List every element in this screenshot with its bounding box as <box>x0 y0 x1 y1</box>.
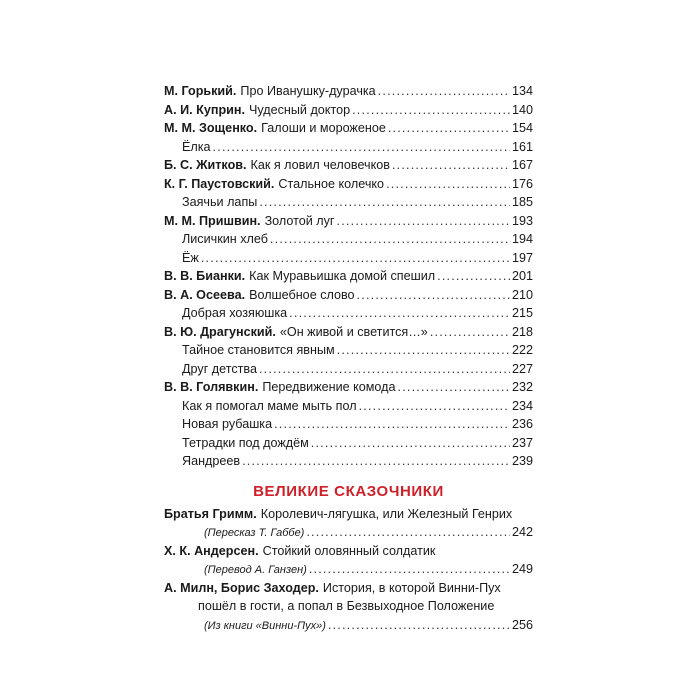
dot-leader <box>328 616 510 635</box>
entry-page: 215 <box>511 306 533 320</box>
entry-page: 201 <box>511 269 533 283</box>
dot-leader <box>311 434 510 453</box>
toc-entry <box>164 452 533 471</box>
dot-leader <box>378 82 510 101</box>
entry-title: Золотой луг <box>264 213 335 228</box>
entry-title: Как я помогал маме мыть пол <box>182 398 357 413</box>
dot-leader <box>337 341 510 360</box>
entry-title: Про Иванушку-дурачка <box>240 84 376 98</box>
table-of-contents <box>164 82 533 634</box>
dot-leader <box>398 378 510 397</box>
dot-leader <box>213 138 510 157</box>
entry-page: 256 <box>511 617 533 632</box>
entry-title: Тетрадки под дождём <box>182 435 309 450</box>
entry-author: В. А. Осеева. <box>164 287 246 302</box>
entry-page: 222 <box>511 343 533 357</box>
dot-leader <box>309 560 510 579</box>
entry-page: 237 <box>511 435 533 450</box>
entry-author: В. Ю. Драгунский. <box>164 324 276 339</box>
toc-list <box>164 82 533 471</box>
entry-title: Королевич-лягушка, или Железный Генрих <box>260 506 513 521</box>
entry-page: 249 <box>511 562 533 576</box>
dot-leader <box>274 415 510 434</box>
entry-page: 210 <box>511 287 533 302</box>
entry-title: Ёж <box>182 250 199 265</box>
entry-author: М. М. Зощенко. <box>164 121 258 135</box>
entry-title: Лисичкин хлеб <box>182 232 268 246</box>
dot-leader <box>259 360 510 379</box>
dot-leader <box>388 119 510 138</box>
entry-title: История, в которой Винни-Пух <box>322 580 501 595</box>
entry-title: Добрая хозяюшка <box>182 306 288 320</box>
dot-leader <box>289 304 510 323</box>
entry-author: Братья Гримм. <box>164 506 257 521</box>
entry-author: Х. К. Андерсен. <box>164 543 259 558</box>
entry-title: Ёлка <box>182 139 211 154</box>
toc-entry <box>164 304 533 323</box>
toc-entry-note-line <box>164 523 533 542</box>
toc-entry <box>164 286 533 305</box>
entry-title: Передвижение комода <box>262 380 396 394</box>
entry-page: 242 <box>511 525 533 539</box>
dot-leader <box>259 193 510 212</box>
toc-entry <box>164 397 533 416</box>
entry-title: Заячьи лапы <box>182 195 258 209</box>
entry-title: Как я ловил человечков <box>250 158 390 172</box>
toc-entry-note-line <box>164 616 533 635</box>
entry-page: 236 <box>511 417 533 431</box>
entry-title: Друг детства <box>182 361 257 376</box>
entry-page: 154 <box>511 121 533 135</box>
entry-title-continuation: пошёл в гости, а попал в Безвыходное Положение <box>198 599 495 613</box>
toc-entry <box>164 101 533 120</box>
toc-entry <box>164 82 533 101</box>
toc-entry <box>164 267 533 286</box>
dot-leader <box>201 249 510 268</box>
entry-page: 234 <box>511 398 533 413</box>
toc-entry <box>164 542 533 561</box>
entry-page: 227 <box>511 361 533 376</box>
entry-page: 194 <box>511 232 533 246</box>
entry-page: 167 <box>511 158 533 172</box>
toc-entry <box>164 415 533 434</box>
entry-title: Стойкий оловянный солдатик <box>262 543 436 558</box>
dot-leader <box>352 101 510 120</box>
entry-title: Галоши и мороженое <box>261 121 386 135</box>
toc-entry-continuation <box>164 597 533 616</box>
dot-leader <box>357 286 510 305</box>
entry-author: А. Милн, Борис Заходер. <box>164 580 319 595</box>
dot-leader <box>337 212 510 231</box>
entry-title: Чудесный доктор <box>248 102 351 117</box>
entry-author: М. М. Пришвин. <box>164 213 261 228</box>
entry-author: К. Г. Паустовский. <box>164 176 275 191</box>
entry-page: 218 <box>511 324 533 339</box>
dot-leader <box>437 267 510 286</box>
entry-page: 193 <box>511 213 533 228</box>
entry-author: В. В. Голявкин. <box>164 380 259 394</box>
dot-leader <box>430 323 510 342</box>
toc-entry <box>164 156 533 175</box>
dot-leader <box>359 397 510 416</box>
toc-entry <box>164 119 533 138</box>
entry-page: 197 <box>511 250 533 265</box>
dot-leader <box>306 523 510 542</box>
toc-entry <box>164 341 533 360</box>
toc-entry <box>164 505 533 524</box>
entry-page: 232 <box>511 380 533 394</box>
entry-title: Новая рубашка <box>182 417 273 431</box>
toc-entry <box>164 378 533 397</box>
entry-title: Стальное колечко <box>278 176 385 191</box>
section-toc-list <box>164 505 533 635</box>
toc-entry <box>164 138 533 157</box>
entry-author: А. И. Куприн. <box>164 102 245 117</box>
toc-entry <box>164 175 533 194</box>
entry-author: В. В. Бианки. <box>164 269 246 283</box>
entry-note: (Пересказ Т. Габбе) <box>204 527 305 539</box>
toc-entry <box>164 230 533 249</box>
entry-note: (Из книги «Винни-Пух») <box>204 619 326 632</box>
entry-author: М. Горький. <box>164 84 237 98</box>
entry-author: Б. С. Житков. <box>164 158 247 172</box>
entry-page: 134 <box>511 84 533 98</box>
toc-entry <box>164 579 533 598</box>
toc-entry <box>164 193 533 212</box>
toc-entry <box>164 434 533 453</box>
dot-leader <box>392 156 510 175</box>
entry-page: 161 <box>511 139 533 154</box>
entry-title: Как Муравьишка домой спешил <box>249 269 436 283</box>
entry-note: (Перевод А. Ганзен) <box>204 564 307 576</box>
dot-leader <box>242 452 510 471</box>
entry-page: 239 <box>511 454 533 468</box>
dot-leader <box>270 230 510 249</box>
entry-page: 176 <box>511 176 533 191</box>
entry-page: 185 <box>511 195 533 209</box>
entry-title: Тайное становится явным <box>182 343 335 357</box>
entry-title: «Он живой и светится…» <box>279 324 428 339</box>
entry-page: 140 <box>511 102 533 117</box>
toc-entry <box>164 360 533 379</box>
toc-entry <box>164 249 533 268</box>
entry-title: Яандреев <box>182 454 241 468</box>
toc-entry-note-line <box>164 560 533 579</box>
entry-title: Волшебное слово <box>249 287 355 302</box>
section-heading: ВЕЛИКИЕ СКАЗОЧНИКИ <box>253 482 444 500</box>
dot-leader <box>386 175 510 194</box>
toc-entry <box>164 323 533 342</box>
toc-entry <box>164 212 533 231</box>
